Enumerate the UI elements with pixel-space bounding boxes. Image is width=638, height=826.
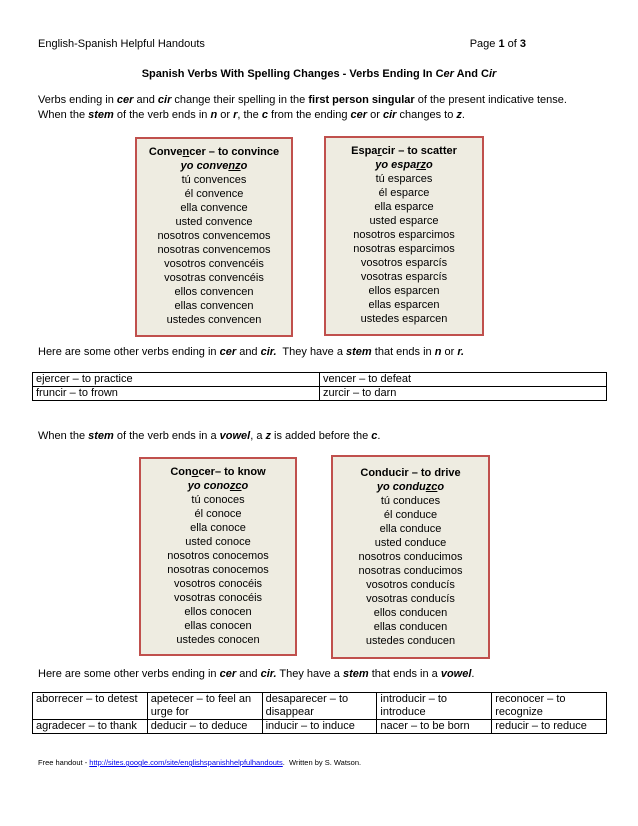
conjugation-form: ellos conocen xyxy=(184,606,252,618)
footer: Free handout - http://sites.google.com/site/englishspanishhelpfulhandouts. Written by S. Watson. xyxy=(38,758,362,767)
table-row xyxy=(33,373,607,387)
conjugation-form: él conduce xyxy=(383,509,438,521)
conjugation-form: tú conoces xyxy=(191,494,245,506)
verbs-table-vowel xyxy=(32,692,607,734)
conjugation-box-conducir xyxy=(331,455,490,659)
conjugation-form: ellos conducen xyxy=(373,607,448,619)
conjugation-form: ustedes convencen xyxy=(166,314,262,326)
conjugation-form: ellos convencen xyxy=(174,286,254,298)
conjugation-form: usted convence xyxy=(175,216,253,228)
header-title: English-Spanish Helpful Handouts xyxy=(38,38,205,50)
conjugation-form: ustedes conducen xyxy=(365,635,456,647)
table-row xyxy=(33,693,607,720)
conjugation-form: nosotros conocemos xyxy=(167,550,269,562)
yo-form: yo conozco xyxy=(187,480,249,492)
table-row xyxy=(33,720,607,734)
conjugation-form: usted esparce xyxy=(369,215,439,227)
conjugation-form: nosotros conducimos xyxy=(358,551,463,563)
conjugation-box-conocer xyxy=(139,457,297,656)
conjugation-form: nosotros convencemos xyxy=(157,230,271,242)
intro-line-2: When the stem of the verb ends in n or r, the c from the ending cer or cir changes to z. xyxy=(38,109,465,121)
intro-line-1: Verbs ending in cer and cir change their spelling in the first person singular of the present indicative tense. xyxy=(38,94,567,106)
conjugation-form: nosotras convencemos xyxy=(157,244,271,256)
conjugation-form: vosotras conducís xyxy=(366,593,455,605)
conjugation-form: nosotros esparcimos xyxy=(353,229,455,241)
table-cell: reconocer – to recognize xyxy=(492,693,607,720)
conjugation-form: usted conduce xyxy=(374,537,447,549)
conjugation-form: vosotras conocéis xyxy=(173,592,263,604)
conjugation-form: tú esparces xyxy=(375,173,433,185)
table-cell: reducir – to reduce xyxy=(492,720,607,734)
handout-link[interactable]: http://sites.google.com/site/englishspanishhelpfulhandouts xyxy=(89,758,283,767)
table-cell: desaparecer – to disappear xyxy=(262,693,377,720)
vowel-rule-line: When the stem of the verb ends in a vowel, a z is added before the c. xyxy=(38,430,381,442)
table-row xyxy=(33,387,607,401)
intro-paragraph xyxy=(38,93,567,123)
table-cell: ejercer – to practice xyxy=(33,373,320,387)
conjugation-form: ella conduce xyxy=(379,523,442,535)
conjugation-form: él conoce xyxy=(194,508,242,520)
other-verbs-intro-2: Here are some other verbs ending in cer and cir. They have a stem that ends in a vowel. xyxy=(38,668,475,680)
yo-form: yo esparzo xyxy=(375,159,433,171)
conjugation-form: ustedes conocen xyxy=(176,634,260,646)
conjugation-form: vosotras esparcís xyxy=(360,271,448,283)
conjugation-form: ella esparce xyxy=(374,201,434,213)
conjugation-form: nosotras conocemos xyxy=(167,564,269,576)
conjugation-form: vosotros conocéis xyxy=(173,578,263,590)
table-cell: fruncir – to frown xyxy=(33,387,320,401)
conjugation-form: él convence xyxy=(184,188,244,200)
page-indicator: Page 1 of 3 xyxy=(469,38,526,50)
page-title: Spanish Verbs With Spelling Changes - Verbs Ending In Cer And Cir xyxy=(141,68,497,80)
conjugation-form: ella convence xyxy=(180,202,248,214)
conjugation-form: vosotros esparcís xyxy=(360,257,448,269)
table-cell: deducir – to deduce xyxy=(147,720,262,734)
verbs-table-nr xyxy=(32,372,607,401)
conjugation-form: nosotras conducimos xyxy=(358,565,463,577)
table-cell: introducir – to introduce xyxy=(377,693,492,720)
table-cell: aborrecer – to detest xyxy=(33,693,148,720)
conjugation-form: ellas conocen xyxy=(184,620,252,632)
yo-form: yo conduzco xyxy=(376,481,445,493)
other-verbs-intro-1: Here are some other verbs ending in cer and cir. They have a stem that ends in n or r. xyxy=(38,346,465,358)
conjugation-form: nosotras esparcimos xyxy=(353,243,455,255)
table-cell: apetecer – to feel an urge for xyxy=(147,693,262,720)
conjugation-form: él esparce xyxy=(378,187,430,199)
conjugation-form: tú conduces xyxy=(380,495,441,507)
verb-title: Convencer – to convince xyxy=(148,146,280,158)
conjugation-form: vosotros conducís xyxy=(366,579,455,591)
verb-title: Esparcir – to scatter xyxy=(351,145,457,157)
table-cell: nacer – to be born xyxy=(377,720,492,734)
conjugation-box-esparcir xyxy=(324,136,484,336)
conjugation-form: ellas convencen xyxy=(174,300,254,312)
conjugation-form: ellas esparcen xyxy=(368,299,440,311)
conjugation-form: vosotras convencéis xyxy=(164,272,264,284)
verb-title: Conducir – to drive xyxy=(360,467,461,479)
conjugation-form: tú convences xyxy=(181,174,247,186)
conjugation-box-convencer xyxy=(135,137,293,337)
table-cell: agradecer – to thank xyxy=(33,720,148,734)
conjugation-form: ellas conducen xyxy=(373,621,448,633)
verb-title: Conocer– to know xyxy=(170,466,266,478)
table-cell: inducir – to induce xyxy=(262,720,377,734)
conjugation-form: ustedes esparcen xyxy=(360,313,448,325)
conjugation-form: ella conoce xyxy=(190,522,246,534)
conjugation-form: vosotros convencéis xyxy=(164,258,264,270)
conjugation-form: usted conoce xyxy=(185,536,251,548)
conjugation-form: ellos esparcen xyxy=(368,285,440,297)
table-cell: vencer – to defeat xyxy=(320,373,607,387)
table-cell: zurcir – to darn xyxy=(320,387,607,401)
yo-form: yo convenzo xyxy=(180,160,248,172)
